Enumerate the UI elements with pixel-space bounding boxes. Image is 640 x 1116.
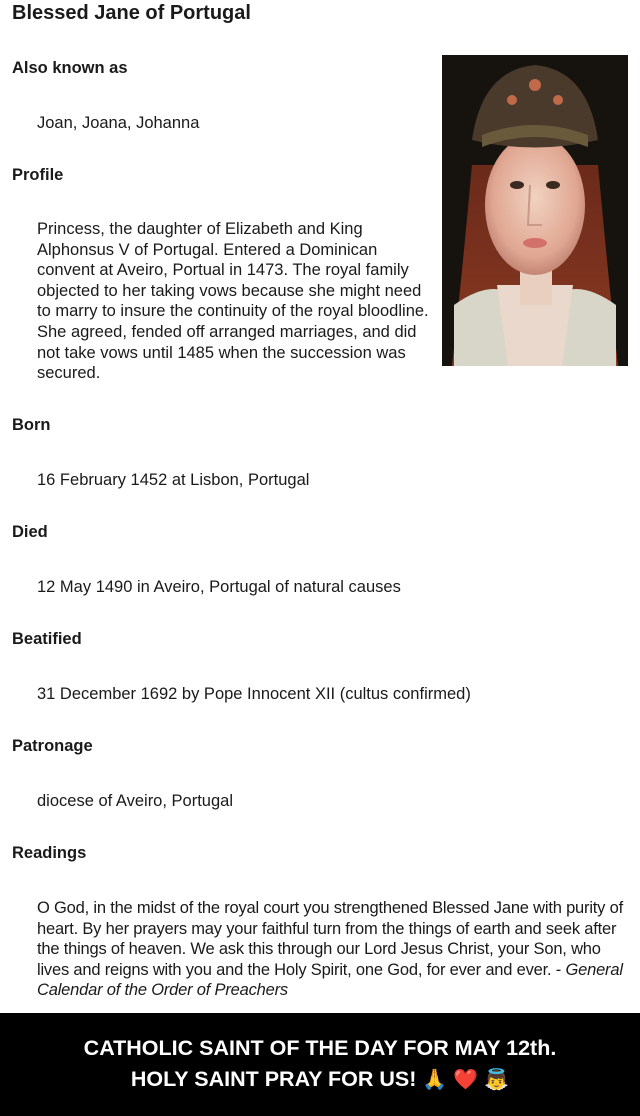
footer-line-1: CATHOLIC SAINT OF THE DAY FOR MAY 12th. <box>83 1036 557 1060</box>
readings-source: General Calendar of the Order of Preachers <box>37 960 623 1000</box>
readings-text: O God, in the midst of the royal court you strengthened Blessed Jane with purity of heart. By her prayers may your faithful turn from the things of earth and seek after the things of heaven. We ask this through our Lord Jesus Christ, your Son, who lives and reigns with you and the Holy Spirit, one God, for ever and ever. - <box>37 899 623 979</box>
footer-banner <box>0 1013 640 1116</box>
value-also-known-as: Joan, Joana, Johanna <box>37 114 200 132</box>
label-born: Born <box>12 416 51 434</box>
footer-line-2 <box>0 1064 640 1096</box>
value-readings <box>37 898 637 1001</box>
value-died: 12 May 1490 in Aveiro, Portugal of natural causes <box>37 578 401 596</box>
label-patronage: Patronage <box>12 737 93 755</box>
value-beatified: 31 December 1692 by Pope Innocent XII (cultus confirmed) <box>37 685 471 703</box>
footer-line-2-text: HOLY SAINT PRAY FOR US! <box>130 1067 417 1091</box>
praying-hands-icon: 🙏 <box>422 1069 448 1091</box>
red-heart-icon: ❤️ <box>453 1069 479 1091</box>
label-died: Died <box>12 523 48 541</box>
baby-angel-icon: 👼 <box>484 1069 510 1091</box>
value-profile: Princess, the daughter of Elizabeth and King Alphonsus V of Portugal. Entered a Dominican convent at Aveiro, Portual in 1473. The royal family objected to her taking vows because she might need to marry to insure the continuity of the royal bloodline. She agreed, fended off arranged marriages, and did not take vows until 1485 when the succession was secured. <box>37 220 429 383</box>
label-beatified: Beatified <box>12 630 82 648</box>
portrait-painting-icon <box>442 55 628 366</box>
portrait-image <box>442 55 628 366</box>
value-born: 16 February 1452 at Lisbon, Portugal <box>37 471 310 489</box>
page-title: Blessed Jane of Portugal <box>12 2 251 24</box>
value-patronage: diocese of Aveiro, Portugal <box>37 792 233 810</box>
label-also-known-as: Also known as <box>12 59 128 77</box>
label-readings: Readings <box>12 844 87 862</box>
label-profile: Profile <box>12 166 64 184</box>
